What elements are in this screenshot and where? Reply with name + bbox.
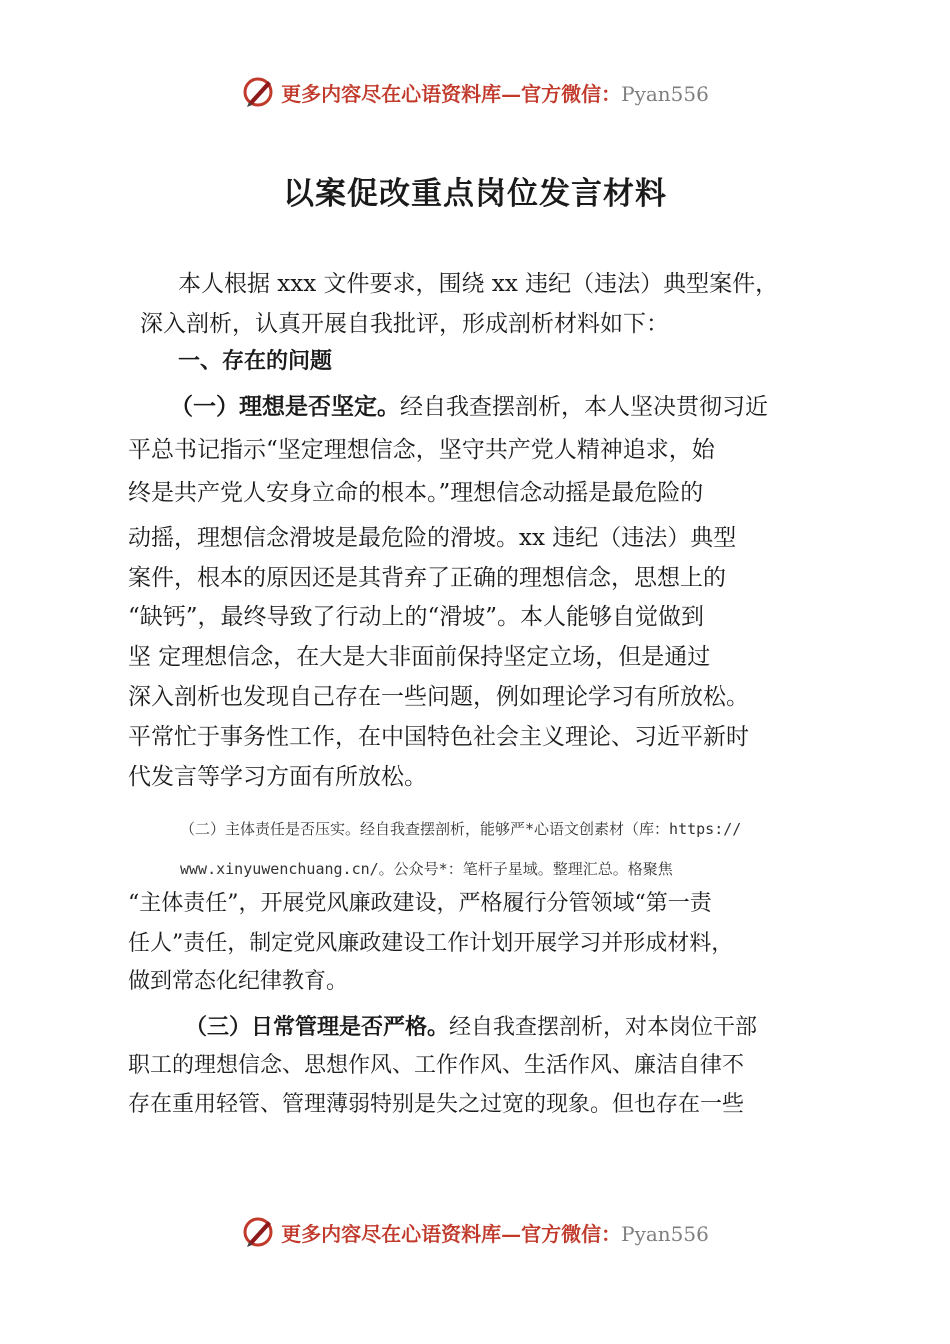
banner-text: 更多内容尽在心语资料库—官方微信：Pyan556 [281, 1221, 709, 1246]
item3-line: 职工的理想信念、思想作风、工作作风、生活作风、廉洁自律不 [128, 1053, 745, 1078]
item3-line: 存在重用轻管、管理薄弱特别是失之过宽的现象。但也存在一些 [128, 1092, 745, 1117]
item1-line: 动摇，理想信念滑坡是最危险的滑坡。xx 违纪（违法）典型 [128, 525, 737, 551]
item1-line: “缺钙”，最终导致了行动上的“滑坡”。本人能够自觉做到 [128, 604, 705, 630]
item1-line: 平常忙于事务性工作，在中国特色社会主义理论、习近平新时 [128, 724, 749, 750]
header-banner [0, 72, 950, 112]
item1-line: 终是共产党人安身立命的根本。”理想信念动摇是最危险的 [128, 480, 704, 506]
item1-line: 深入剖析也发现自己存在一些问题，例如理论学习有所放松。 [128, 684, 749, 710]
item1-line: 代发言等学习方面有所放松。 [128, 764, 427, 790]
item1-heading: （一）理想是否坚定。 [170, 394, 400, 420]
footer-banner [0, 1212, 950, 1252]
item3-first-line: （三）日常管理是否严格。经自我查摆剖析，对本岗位干部 [185, 1015, 758, 1040]
pen-logo-icon [241, 74, 277, 110]
item2-line: 做到常态化纪律教育。 [128, 969, 349, 994]
item1-first-line: （一）理想是否坚定。经自我查摆剖析，本人坚决贯彻习近 [170, 394, 768, 420]
item2-line: 任人”责任，制定党风廉政建设工作计划开展学习并形成材料， [128, 931, 734, 956]
item1-line: 平总书记指示“坚定理想信念，坚守共产党人精神追求，始 [128, 437, 715, 463]
item2-small-line-2: www.xinyuwenchuang.cn/。公众号*：笔杆子星域。整理汇总。格聚焦 [180, 860, 673, 878]
document-title: 以案促改重点岗位发言材料 [283, 176, 667, 212]
item3-heading: （三）日常管理是否严格。 [185, 1015, 450, 1040]
section-heading: 一、存在的问题 [178, 349, 333, 374]
banner-text: 更多内容尽在心语资料库—官方微信：Pyan556 [281, 81, 709, 106]
item2-line: “主体责任”，开展党风廉政建设，严格履行分管领域“第一责 [128, 891, 712, 916]
item1-line: 坚 定理想信念，在大是大非面前保持坚定立场，但是通过 [128, 644, 711, 670]
intro-line-2: 深入剖析，认真开展自我批评，形成剖析材料如下： [140, 311, 669, 337]
item2-small-line-1: （二）主体责任是否压实。经自我查摆剖析，能够严*心语文创素材（库：https:// [180, 820, 742, 838]
intro-line-1: 本人根据 xxx 文件要求，围绕 xx 违纪（违法）典型案件， [178, 271, 779, 297]
item1-line: 案件，根本的原因还是其背弃了正确的理想信念，思想上的 [128, 565, 726, 591]
pen-logo-icon [241, 1214, 277, 1250]
